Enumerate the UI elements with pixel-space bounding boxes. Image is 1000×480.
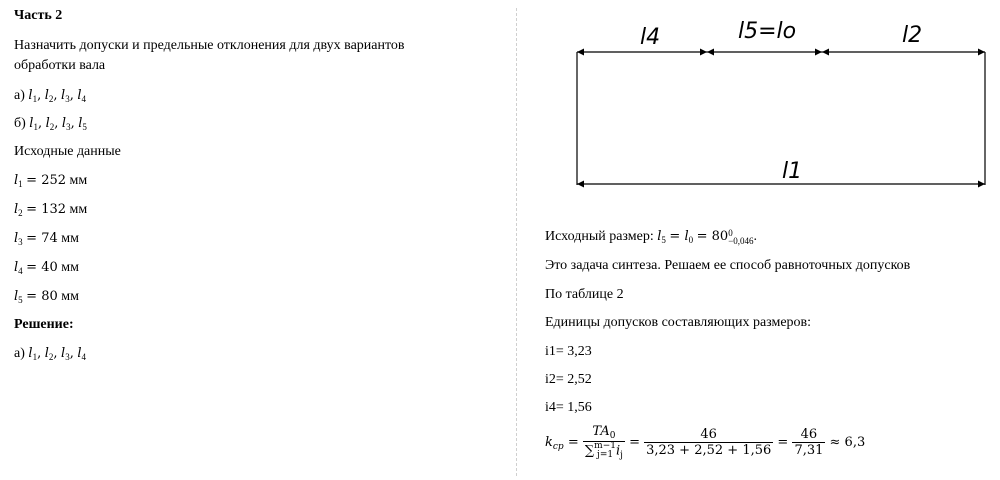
source-data-label: Исходные данные bbox=[14, 144, 121, 159]
solution-label: Решение: bbox=[14, 317, 74, 332]
kcp-formula: $k_{cp}$ = $TA_0$ ∑ m−1 j=1 $i_j$ = $\frac{46}{3,23 + 2,52 + 1,56}$ = $\frac{46}{7,31}$ ≈ 6,3 bbox=[545, 424, 866, 461]
label-l5: l5=lo bbox=[738, 19, 797, 44]
variant-b-prefix: б) bbox=[14, 116, 26, 131]
initial-size-line: Исходный размер: $l_5 = l_0 = 80$ 0 −0,046 . bbox=[545, 228, 758, 246]
variant-a: а) $l_1$, $l_2$, $l_3$, $l_4$ bbox=[14, 88, 86, 104]
fraction-2: $\frac{46}{3,23 + 2,52 + 1,56}$ bbox=[646, 426, 772, 458]
task-line-1: Назначить допуски и предельные отклонения для двух вариантов bbox=[14, 38, 405, 53]
table-reference: По таблице 2 bbox=[545, 287, 624, 302]
part-heading: Часть 2 bbox=[14, 8, 63, 23]
label-l2: l2 bbox=[902, 23, 923, 48]
variant-a-prefix: а) bbox=[14, 88, 25, 103]
label-l4: l4 bbox=[640, 25, 661, 50]
column-divider bbox=[516, 8, 517, 476]
i1-value: i1= 3,23 bbox=[545, 344, 592, 359]
i4-value: i4= 1,56 bbox=[545, 400, 592, 415]
dimension-l4: $l_4 = 40$ мм bbox=[14, 260, 79, 276]
fraction-1: $TA_0$ ∑ m−1 j=1 $i_j$ bbox=[584, 424, 623, 461]
dimension-l3: $l_3 = 74$ мм bbox=[14, 231, 79, 247]
units-label: Единицы допусков составляющих размеров: bbox=[545, 315, 812, 330]
task-line-2: обработки вала bbox=[14, 58, 106, 73]
variant-b: б) $l_1$, $l_2$, $l_3$, $l_5$ bbox=[14, 116, 87, 132]
dimension-l1: $l_1 = 252$ мм bbox=[14, 173, 88, 189]
upper-deviation: 0 bbox=[728, 228, 733, 238]
label-l1: l1 bbox=[782, 159, 803, 184]
i2-value: i2= 2,52 bbox=[545, 372, 592, 387]
dimension-chain-diagram bbox=[560, 10, 990, 200]
lower-deviation: −0,046 bbox=[728, 236, 754, 246]
synthesis-text: Это задача синтеза. Решаем ее способ равноточных допусков bbox=[545, 258, 911, 273]
dimension-l5: $l_5 = 80$ мм bbox=[14, 289, 79, 305]
solution-a: а) $l_1$, $l_2$, $l_3$, $l_4$ bbox=[14, 346, 86, 362]
dimension-l2: $l_2 = 132$ мм bbox=[14, 202, 88, 218]
fraction-3: $\frac{46}{7,31}$ bbox=[794, 426, 824, 458]
